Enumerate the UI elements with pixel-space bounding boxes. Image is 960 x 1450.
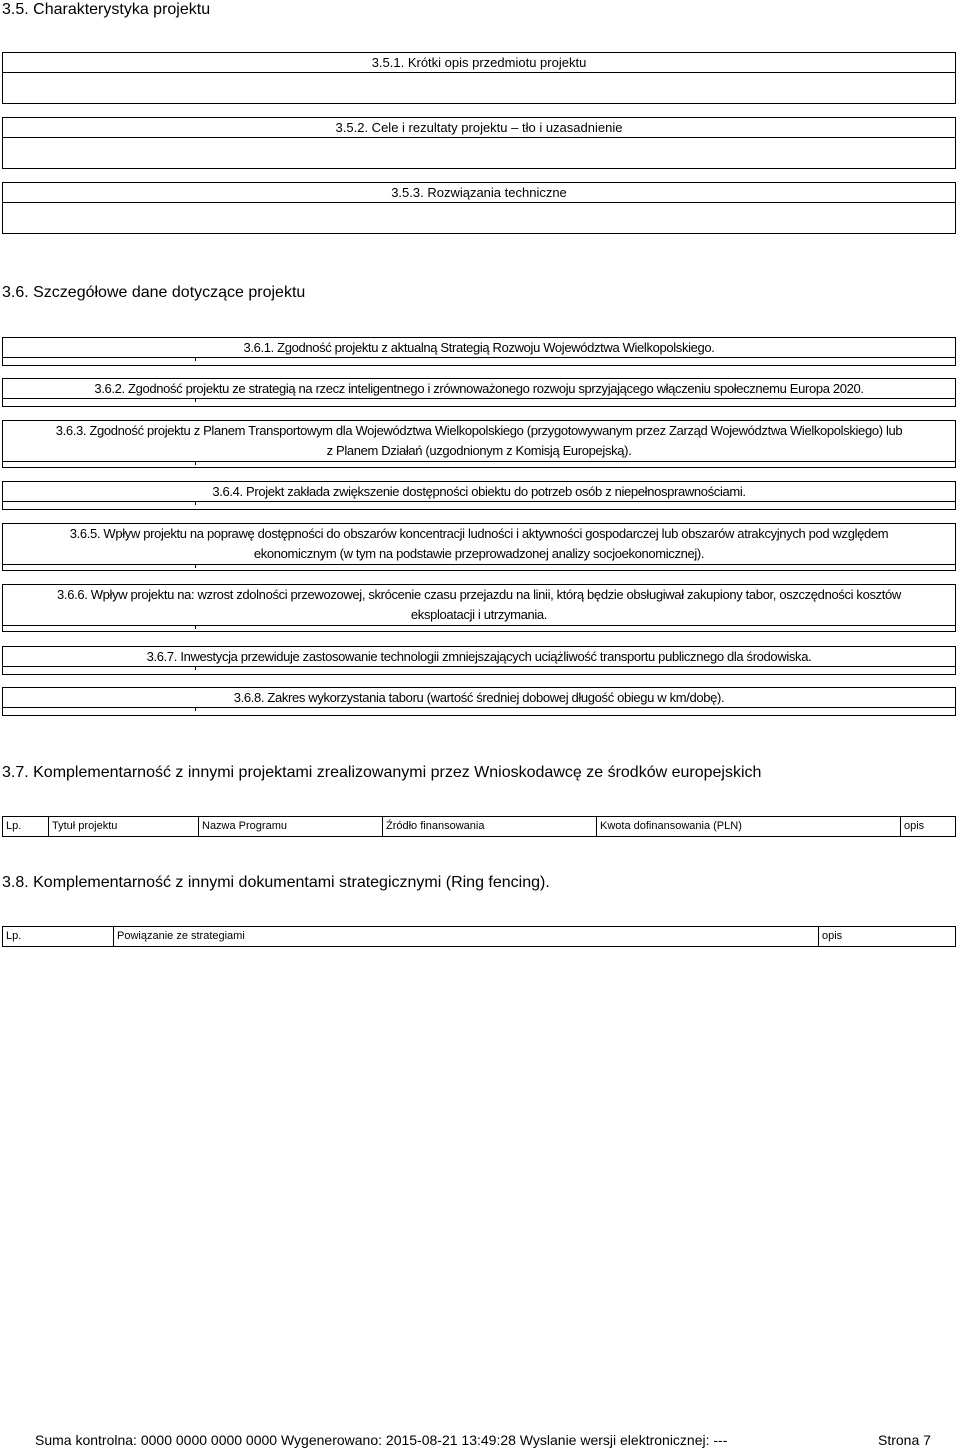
field-box-3-6-5: [2, 523, 956, 571]
field-box-3-5-3: [2, 182, 956, 234]
field-box-3-5-2: [2, 117, 956, 169]
field-label-3-6-6-line1: 3.6.6. Wpływ projektu na: wzrost zdolności przewozowej, skrócenie czasu przejazdu na linii, którą będzie obsługiwał zakupiony tabor, oszczędności kosztów: [57, 587, 901, 602]
heading-3-8: 3.8. Komplementarność z innymi dokumentami strategicznymi (Ring fencing).: [2, 874, 550, 891]
heading-3-7: 3.7. Komplementarność z innymi projektami zrealizowanymi przez Wnioskodawcę ze środków europejskich: [2, 764, 762, 781]
cell-divider: [195, 357, 196, 361]
field-label-3-6-7: 3.6.7. Inwestycja przewiduje zastosowanie technologii zmniejszających uciążliwość transportu publicznego dla środowiska.: [3, 647, 955, 667]
col-header-lp: Lp.: [3, 927, 114, 946]
field-box-3-6-2: [2, 378, 956, 407]
cell-divider: [195, 666, 196, 670]
field-label-3-6-5-line2: ekonomicznym (w tym na podstawie przeprowadzonej analizy socjoekonomicznej).: [253, 546, 705, 561]
col-header-nazwa-programu: Nazwa Programu: [199, 817, 383, 836]
field-label-3-6-5: [3, 524, 955, 565]
field-label-3-6-8: 3.6.8. Zakres wykorzystania taboru (wartość średniej dobowej długość obiegu w km/dobę).: [3, 688, 955, 708]
cell-divider: [195, 625, 196, 629]
table-3-7-header: [2, 816, 956, 837]
cell-divider: [195, 707, 196, 711]
field-label-3-6-1: 3.6.1. Zgodność projektu z aktualną Strategią Rozwoju Województwa Wielkopolskiego.: [3, 338, 955, 358]
field-label-3-6-3-line2: z Planem Działań (uzgodnionym z Komisją Europejską).: [326, 443, 632, 458]
cell-divider: [195, 461, 196, 465]
col-header-opis: opis: [822, 930, 843, 942]
table-3-8-header: [2, 926, 956, 947]
field-label-3-6-4: 3.6.4. Projekt zakłada zwiększenie dostępności obiektu do potrzeb osób z niepełnosprawnościami.: [3, 482, 955, 502]
field-label-3-6-6-line2: eksploatacji i utrzymania.: [410, 607, 548, 622]
field-box-3-6-3: [2, 420, 956, 468]
field-label-3-5-1: 3.5.1. Krótki opis przedmiotu projektu: [3, 53, 955, 73]
col-header-opis: opis: [904, 820, 925, 832]
field-label-3-6-5-line1: 3.6.5. Wpływ projektu na poprawę dostępności do obszarów koncentracji ludności i aktywności gospodarczej lub obszarów atrakcyjnych pod względem: [69, 526, 889, 541]
field-box-3-6-7: [2, 646, 956, 675]
cell-divider: [195, 564, 196, 568]
footer-checksum: Suma kontrolna: 0000 0000 0000 0000 Wygenerowano: 2015-08-21 13:49:28 Wyslanie wersji elektronicznej: ---: [35, 1432, 728, 1448]
field-box-3-6-8: [2, 687, 956, 716]
footer-page-number: Strona 7: [878, 1432, 931, 1448]
field-label-3-6-3: [3, 421, 955, 462]
heading-3-5: 3.5. Charakterystyka projektu: [2, 1, 211, 18]
col-header-powiazanie-ze-strategiami: Powiązanie ze strategiami: [114, 927, 819, 946]
col-header-lp: Lp.: [3, 817, 49, 836]
field-box-3-6-6: [2, 584, 956, 632]
field-box-3-5-1: [2, 52, 956, 104]
field-box-3-6-1: [2, 337, 956, 366]
col-header-kwota-dofinansowania: Kwota dofinansowania (PLN): [597, 817, 901, 836]
field-box-3-6-4: [2, 481, 956, 510]
field-label-3-6-6: [3, 585, 955, 626]
field-label-3-6-3-line1: 3.6.3. Zgodność projektu z Planem Transportowym dla Województwa Wielkopolskiego (przygotowywanym przez Zarząd Województwa Wielkopolskiego) lub: [55, 423, 903, 438]
field-label-3-5-3: 3.5.3. Rozwiązania techniczne: [3, 183, 955, 203]
heading-3-6: 3.6. Szczegółowe dane dotyczące projektu: [2, 284, 306, 301]
cell-divider: [195, 398, 196, 402]
col-header-tytul-projektu: Tytuł projektu: [49, 817, 199, 836]
field-label-3-6-2: 3.6.2. Zgodność projektu ze strategią na rzecz inteligentnego i zrównoważonego rozwoju sprzyjającego włączeniu społecznemu Europa 2020.: [3, 379, 955, 399]
col-header-zrodlo-finansowania: Źródło finansowania: [383, 817, 597, 836]
cell-divider: [195, 501, 196, 505]
field-label-3-5-2: 3.5.2. Cele i rezultaty projektu – tło i uzasadnienie: [3, 118, 955, 138]
